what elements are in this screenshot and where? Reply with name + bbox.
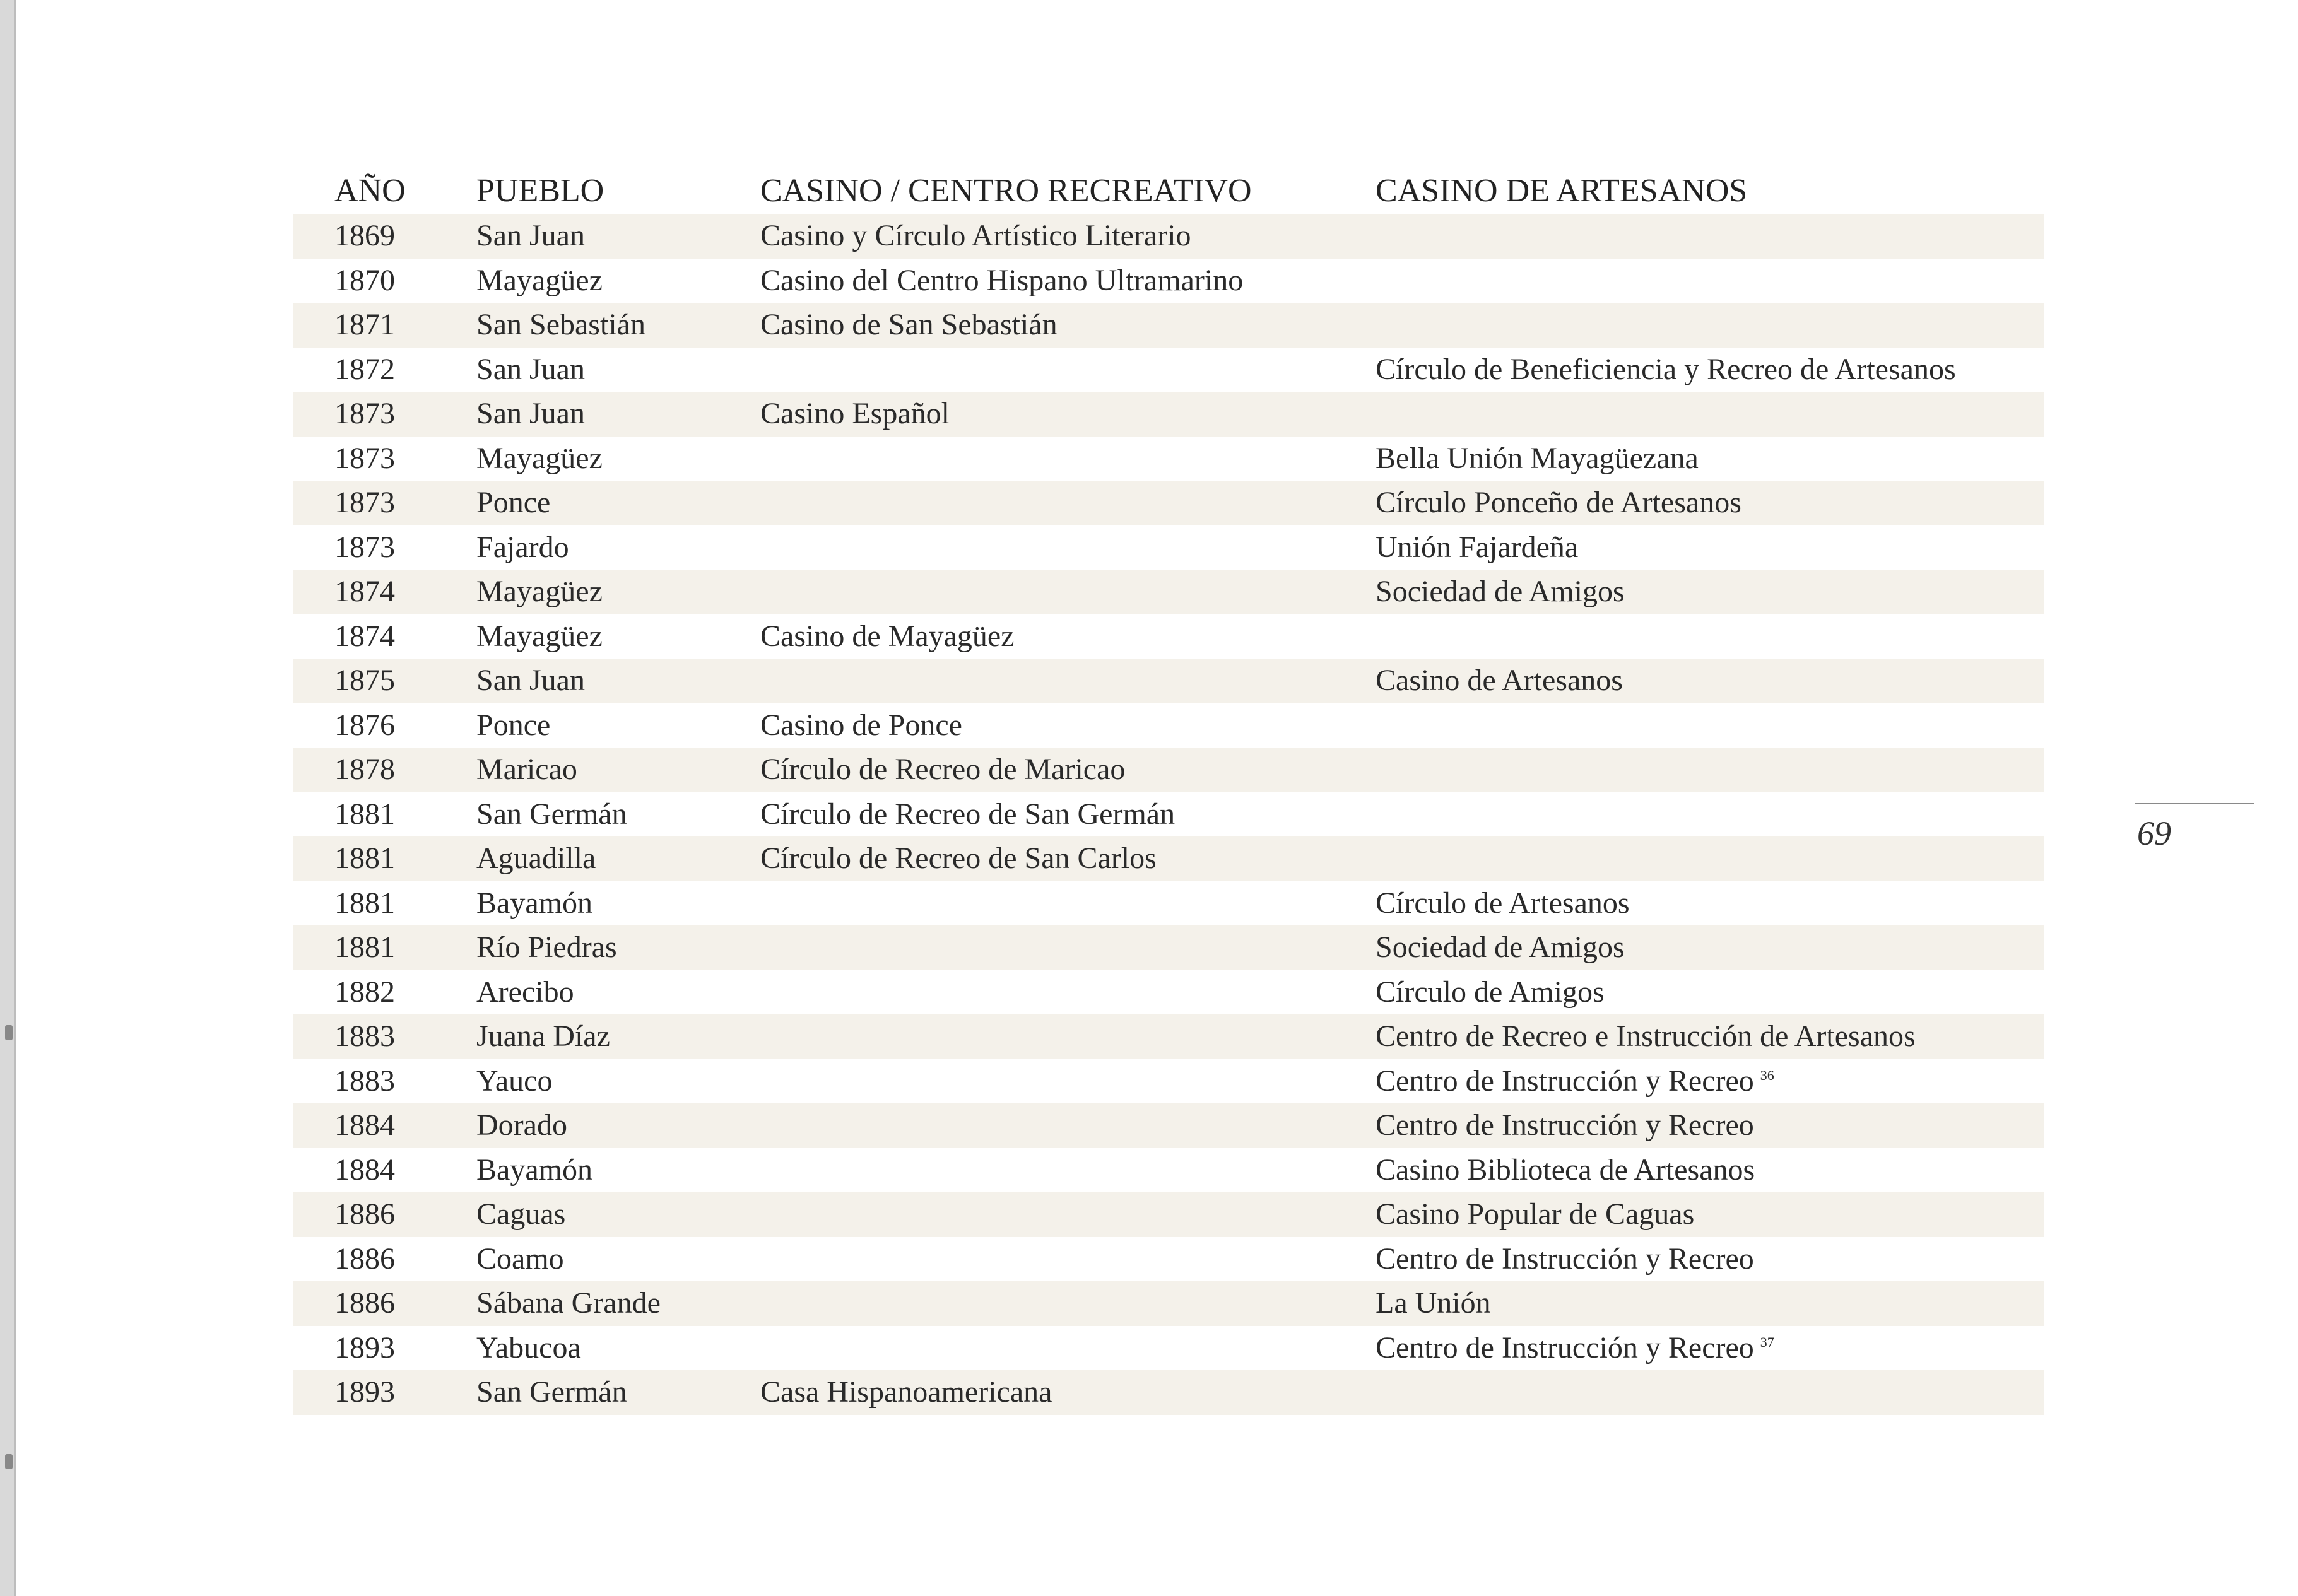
cell-town bbox=[476, 1377, 627, 1407]
cell-artisans bbox=[1376, 1288, 1491, 1318]
cell-town bbox=[476, 1199, 565, 1229]
cell-year-text: 1881 bbox=[334, 930, 395, 965]
table-row bbox=[293, 881, 2044, 926]
cell-artisans-text: Círculo de Amigos bbox=[1376, 975, 1605, 1009]
cell-year bbox=[334, 1155, 395, 1185]
cell-artisans-text: Casino Popular de Caguas bbox=[1376, 1197, 1695, 1231]
table-row bbox=[293, 925, 2044, 970]
cell-town-text: Juana Díaz bbox=[476, 1019, 610, 1053]
cell-artisans bbox=[1376, 932, 1625, 963]
header-town: PUEBLO bbox=[476, 173, 604, 209]
table-row bbox=[293, 703, 2044, 748]
cell-casino-text: Casino de San Sebastián bbox=[760, 308, 1058, 342]
cell-town-text: San Juan bbox=[476, 664, 585, 698]
cell-town bbox=[476, 1155, 592, 1185]
cell-artisans bbox=[1376, 352, 1956, 386]
cell-town-text: San Germán bbox=[476, 797, 627, 831]
cell-town bbox=[476, 1066, 552, 1096]
cell-town bbox=[476, 488, 550, 518]
cell-artisans bbox=[1376, 443, 1699, 474]
cell-year bbox=[334, 843, 395, 874]
cell-town-text: Ponce bbox=[476, 708, 551, 742]
cell-year bbox=[334, 666, 395, 696]
cell-artisans bbox=[1376, 1199, 1694, 1229]
cell-casino bbox=[760, 1377, 1052, 1407]
cell-artisans bbox=[1376, 1021, 1916, 1052]
table-row bbox=[293, 614, 2044, 659]
cell-year-text: 1886 bbox=[334, 1241, 395, 1276]
cell-year-text: 1883 bbox=[334, 1064, 395, 1098]
cell-artisans bbox=[1376, 1110, 1754, 1141]
cell-town-text: Maricao bbox=[476, 753, 577, 787]
cell-artisans-text: Círculo Ponceño de Artesanos bbox=[1376, 486, 1741, 520]
cell-year bbox=[334, 263, 395, 297]
cell-artisans bbox=[1376, 1066, 1774, 1096]
cell-artisans-text: Sociedad de Amigos bbox=[1376, 930, 1625, 965]
footnote-ref: 37 bbox=[1760, 1334, 1774, 1350]
table-header-row bbox=[293, 169, 2044, 214]
cell-town bbox=[476, 1110, 567, 1141]
cell-year-text: 1881 bbox=[334, 842, 395, 876]
cell-artisans bbox=[1376, 1330, 1774, 1364]
cell-town bbox=[476, 221, 585, 251]
cell-town-text: Mayagüez bbox=[476, 441, 603, 475]
table-row bbox=[293, 348, 2044, 392]
cell-year-text: 1893 bbox=[334, 1330, 395, 1364]
cell-casino bbox=[760, 263, 1244, 297]
cell-year bbox=[334, 799, 395, 830]
cell-town bbox=[476, 621, 603, 652]
cell-casino-text: Casino del Centro Hispano Ultramarino bbox=[760, 263, 1244, 297]
cell-year-text: 1881 bbox=[334, 886, 395, 920]
cell-year bbox=[334, 352, 395, 386]
cell-year-text: 1874 bbox=[334, 575, 395, 609]
table-row bbox=[293, 1192, 2044, 1237]
cell-year bbox=[334, 1288, 395, 1318]
table-row bbox=[293, 525, 2044, 570]
cell-town-text: Fajardo bbox=[476, 530, 569, 564]
cell-artisans-text: Centro de Instrucción y Recreo bbox=[1376, 1064, 1754, 1098]
table-row bbox=[293, 570, 2044, 614]
cell-town-text: Mayagüez bbox=[476, 263, 603, 297]
cell-town bbox=[476, 399, 585, 429]
cell-year bbox=[334, 754, 395, 785]
cell-artisans-text: Bella Unión Mayagüezana bbox=[1376, 441, 1699, 475]
table-row bbox=[293, 437, 2044, 481]
page-number-rule bbox=[2135, 803, 2254, 804]
cell-town bbox=[476, 666, 585, 696]
cell-town-text: Sábana Grande bbox=[476, 1286, 661, 1320]
cell-year-text: 1884 bbox=[334, 1153, 395, 1187]
cell-casino-text: Círculo de Recreo de San Carlos bbox=[760, 842, 1157, 876]
cell-year bbox=[334, 532, 395, 563]
table-row bbox=[293, 659, 2044, 703]
cell-year bbox=[334, 621, 395, 652]
table-row bbox=[293, 1370, 2044, 1415]
table-row bbox=[293, 1014, 2044, 1059]
cell-artisans bbox=[1376, 1241, 1754, 1276]
cell-casino-text: Círculo de Recreo de Maricao bbox=[760, 753, 1126, 787]
cell-year-text: 1870 bbox=[334, 263, 395, 297]
cell-artisans-text: Casino de Artesanos bbox=[1376, 664, 1623, 698]
cell-year-text: 1873 bbox=[334, 486, 395, 520]
cell-town bbox=[476, 1288, 661, 1318]
cell-artisans-text: Centro de Instrucción y Recreo bbox=[1376, 1108, 1754, 1142]
cell-artisans-text: Centro de Instrucción y Recreo bbox=[1376, 1330, 1754, 1364]
cell-artisans bbox=[1376, 1155, 1755, 1185]
table-row bbox=[293, 303, 2044, 348]
cell-town-text: Ponce bbox=[476, 486, 551, 520]
cell-town bbox=[476, 1330, 581, 1364]
cell-casino bbox=[760, 399, 950, 429]
cell-town-text: San Juan bbox=[476, 397, 585, 431]
cell-town-text: San Germán bbox=[476, 1375, 627, 1409]
cell-casino-text: Casino de Mayagüez bbox=[760, 619, 1015, 653]
cell-casino-text: Casino Español bbox=[760, 397, 950, 431]
cell-town-text: San Sebastián bbox=[476, 308, 645, 342]
cell-year-text: 1876 bbox=[334, 708, 395, 742]
cell-year-text: 1873 bbox=[334, 397, 395, 431]
cell-year bbox=[334, 1241, 395, 1276]
cell-year-text: 1882 bbox=[334, 975, 395, 1009]
cell-town bbox=[476, 577, 603, 607]
cell-casino bbox=[760, 710, 962, 741]
table-row bbox=[293, 792, 2044, 837]
cell-town bbox=[476, 932, 617, 963]
cell-town-text: San Juan bbox=[476, 352, 585, 386]
cell-town bbox=[476, 888, 592, 918]
cell-town-text: Caguas bbox=[476, 1197, 566, 1231]
cell-town bbox=[476, 443, 603, 474]
cell-town bbox=[476, 1021, 610, 1052]
cell-year bbox=[334, 888, 395, 918]
cell-artisans bbox=[1376, 488, 1741, 518]
cell-town-text: Arecibo bbox=[476, 975, 574, 1009]
cell-year-text: 1878 bbox=[334, 753, 395, 787]
table-row bbox=[293, 970, 2044, 1015]
cell-year bbox=[334, 221, 395, 251]
table-row bbox=[293, 1326, 2044, 1371]
cell-year-text: 1872 bbox=[334, 352, 395, 386]
cell-casino-text: Casino y Círculo Artístico Literario bbox=[760, 219, 1191, 253]
table-row bbox=[293, 1059, 2044, 1104]
cell-year bbox=[334, 1021, 395, 1052]
cell-artisans bbox=[1376, 977, 1605, 1007]
cell-town-text: Río Piedras bbox=[476, 930, 617, 965]
cell-town bbox=[476, 532, 569, 563]
table-row bbox=[293, 1237, 2044, 1282]
cell-town bbox=[476, 310, 645, 340]
cell-artisans-text: Sociedad de Amigos bbox=[1376, 575, 1625, 609]
cell-casino bbox=[760, 799, 1175, 830]
cell-year bbox=[334, 1330, 395, 1364]
cell-casino-text: Casa Hispanoamericana bbox=[760, 1375, 1052, 1409]
cell-town bbox=[476, 977, 574, 1007]
cell-town bbox=[476, 352, 585, 386]
footnote-ref: 36 bbox=[1760, 1067, 1774, 1083]
cell-year-text: 1886 bbox=[334, 1197, 395, 1231]
cell-town bbox=[476, 754, 577, 785]
cell-town-text: San Juan bbox=[476, 219, 585, 253]
table-row bbox=[293, 1103, 2044, 1148]
table-row bbox=[293, 1281, 2044, 1326]
cell-year-text: 1873 bbox=[334, 441, 395, 475]
cell-artisans bbox=[1376, 532, 1578, 563]
cell-year bbox=[334, 932, 395, 963]
cell-artisans-text: Unión Fajardeña bbox=[1376, 530, 1579, 564]
cell-casino-text: Casino de Ponce bbox=[760, 708, 962, 742]
cell-year-text: 1893 bbox=[334, 1375, 395, 1409]
cell-town-text: Yauco bbox=[476, 1064, 553, 1098]
cell-artisans-text: Casino Biblioteca de Artesanos bbox=[1376, 1153, 1755, 1187]
cell-town-text: Mayagüez bbox=[476, 619, 603, 653]
cell-artisans-text: La Unión bbox=[1376, 1286, 1491, 1320]
cell-year-text: 1871 bbox=[334, 308, 395, 342]
cell-year-text: 1881 bbox=[334, 797, 395, 831]
table-row bbox=[293, 481, 2044, 525]
cell-casino bbox=[760, 754, 1125, 785]
cell-year bbox=[334, 1110, 395, 1141]
header-year: AÑO bbox=[334, 173, 406, 209]
cell-year-text: 1886 bbox=[334, 1286, 395, 1320]
table-row bbox=[293, 836, 2044, 881]
table-row bbox=[293, 1148, 2044, 1193]
cell-year-text: 1884 bbox=[334, 1108, 395, 1142]
cell-year bbox=[334, 488, 395, 518]
cell-town-text: Bayamón bbox=[476, 1153, 592, 1187]
cell-artisans-text: Círculo de Beneficiencia y Recreo de Artesanos bbox=[1376, 352, 1956, 386]
cell-year bbox=[334, 1377, 395, 1407]
cell-artisans bbox=[1376, 577, 1625, 607]
cell-casino-text: Círculo de Recreo de San Germán bbox=[760, 797, 1176, 831]
cell-artisans-text: Centro de Recreo e Instrucción de Artesanos bbox=[1376, 1019, 1916, 1053]
cell-town-text: Dorado bbox=[476, 1108, 567, 1142]
header-artisans: CASINO DE ARTESANOS bbox=[1376, 173, 1748, 209]
table-row bbox=[293, 259, 2044, 303]
cell-year bbox=[334, 977, 395, 1007]
cell-year bbox=[334, 1199, 395, 1229]
cell-town bbox=[476, 710, 550, 741]
cell-year bbox=[334, 577, 395, 607]
header-casino: CASINO / CENTRO RECREATIVO bbox=[760, 173, 1252, 209]
cell-year-text: 1875 bbox=[334, 664, 395, 698]
cell-town bbox=[476, 799, 627, 830]
page-number: 69 bbox=[2137, 814, 2171, 852]
cell-year bbox=[334, 399, 395, 429]
cell-town bbox=[476, 1241, 564, 1276]
cell-year-text: 1883 bbox=[334, 1019, 395, 1053]
cell-casino bbox=[760, 310, 1058, 340]
table-row bbox=[293, 392, 2044, 437]
cell-artisans-text: Círculo de Artesanos bbox=[1376, 886, 1630, 920]
cell-casino bbox=[760, 843, 1157, 874]
cell-town bbox=[476, 843, 596, 874]
cell-artisans-text: Centro de Instrucción y Recreo bbox=[1376, 1241, 1754, 1276]
cell-town-text: Yabucoa bbox=[476, 1330, 581, 1364]
table-row bbox=[293, 214, 2044, 259]
cell-year bbox=[334, 1066, 395, 1096]
cell-town-text: Mayagüez bbox=[476, 575, 603, 609]
margin-mark bbox=[5, 1025, 13, 1040]
cell-town-text: Bayamón bbox=[476, 886, 592, 920]
cell-year-text: 1874 bbox=[334, 619, 395, 653]
cell-year bbox=[334, 310, 395, 340]
cell-town-text: Coamo bbox=[476, 1241, 564, 1276]
cell-casino bbox=[760, 221, 1191, 251]
cell-casino bbox=[760, 621, 1015, 652]
cell-year-text: 1869 bbox=[334, 219, 395, 253]
binding-edge bbox=[0, 0, 16, 1596]
cell-artisans bbox=[1376, 888, 1630, 918]
margin-mark bbox=[5, 1454, 13, 1469]
table-row bbox=[293, 748, 2044, 792]
cell-artisans bbox=[1376, 666, 1623, 696]
cell-year bbox=[334, 710, 395, 741]
cell-year-text: 1873 bbox=[334, 530, 395, 564]
cell-year bbox=[334, 443, 395, 474]
cell-town bbox=[476, 263, 603, 297]
cell-town-text: Aguadilla bbox=[476, 842, 596, 876]
